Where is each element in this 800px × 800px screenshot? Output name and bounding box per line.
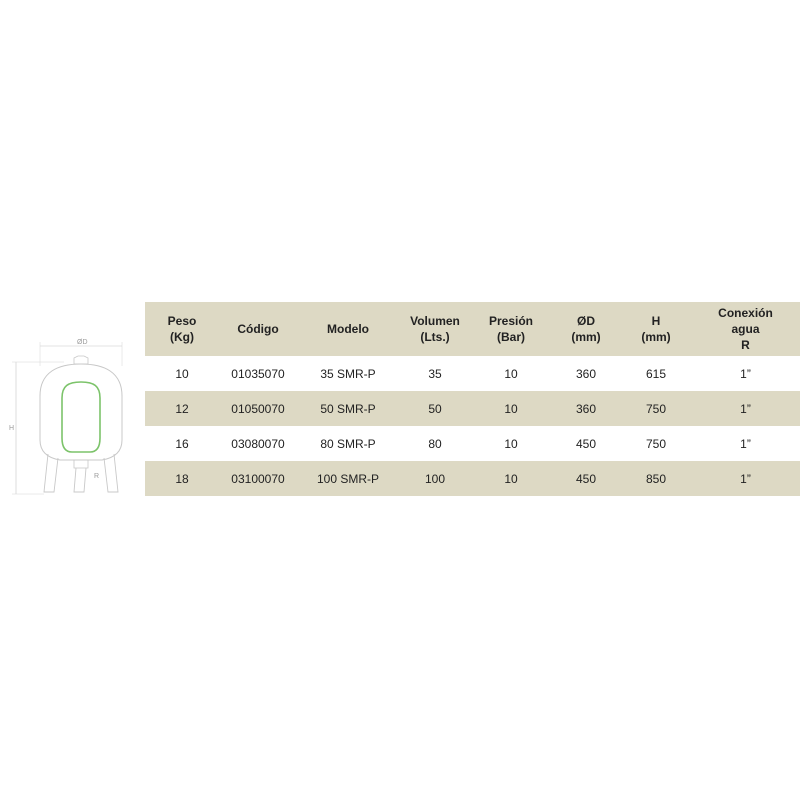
tank-diagram xyxy=(4,336,128,500)
height-label: H xyxy=(9,425,15,432)
right-leg xyxy=(104,454,118,492)
header-codigo: Código xyxy=(219,302,297,356)
cell-presion: 10 xyxy=(504,436,518,451)
cell-presion: 10 xyxy=(471,391,551,426)
cell-diametro: 360 xyxy=(575,366,597,381)
cell-altura: 750 xyxy=(621,391,691,426)
cell-codigo: 03100070 xyxy=(219,461,297,496)
diameter-label: ØD xyxy=(77,339,88,346)
cell-altura: 615 xyxy=(645,366,667,381)
header-conexion: Conexión agua R xyxy=(691,302,800,356)
connection-label: R xyxy=(94,473,100,480)
header-presion: Presión (Bar) xyxy=(471,302,551,356)
spec-table xyxy=(145,302,800,496)
table-row xyxy=(145,461,800,496)
table-row xyxy=(145,426,800,461)
top-valve xyxy=(74,356,88,364)
tank-body xyxy=(40,364,122,460)
header-peso: Peso (Kg) xyxy=(145,302,219,356)
cell-diametro: 450 xyxy=(551,461,621,496)
header-diametro: ØD (mm) xyxy=(551,302,621,356)
cell-codigo: 01035070 xyxy=(231,366,285,381)
cell-presion: 10 xyxy=(471,461,551,496)
cell-diametro: 360 xyxy=(551,391,621,426)
cell-peso: 10 xyxy=(175,366,189,381)
cell-peso: 18 xyxy=(145,461,219,496)
table-row xyxy=(145,356,800,391)
cell-presion: 10 xyxy=(504,366,518,381)
cell-diametro: 450 xyxy=(575,436,597,451)
header-altura: H (mm) xyxy=(621,302,691,356)
cell-modelo: 80 SMR-P xyxy=(320,436,376,451)
cell-altura: 750 xyxy=(645,436,667,451)
cell-conexion: 1” xyxy=(740,436,751,451)
cell-modelo: 100 SMR-P xyxy=(297,461,399,496)
table-row xyxy=(145,391,800,426)
cell-volumen: 35 xyxy=(428,366,442,381)
cell-codigo: 01050070 xyxy=(219,391,297,426)
center-leg xyxy=(74,468,86,492)
header-volumen: Volumen (Lts.) xyxy=(399,302,471,356)
cell-modelo: 50 SMR-P xyxy=(297,391,399,426)
header-row xyxy=(145,302,800,356)
cell-codigo: 03080070 xyxy=(231,436,285,451)
cell-volumen: 100 xyxy=(399,461,471,496)
cell-peso: 16 xyxy=(175,436,189,451)
left-leg xyxy=(44,454,58,492)
header-modelo: Modelo xyxy=(297,302,399,356)
cell-conexion: 1” xyxy=(740,366,751,381)
cell-altura: 850 xyxy=(621,461,691,496)
cell-conexion: 1” xyxy=(691,391,800,426)
cell-volumen: 50 xyxy=(399,391,471,426)
cell-volumen: 80 xyxy=(428,436,442,451)
cell-modelo: 35 SMR-P xyxy=(320,366,376,381)
water-connection xyxy=(74,460,88,468)
cell-conexion: 1” xyxy=(691,461,800,496)
cell-peso: 12 xyxy=(145,391,219,426)
